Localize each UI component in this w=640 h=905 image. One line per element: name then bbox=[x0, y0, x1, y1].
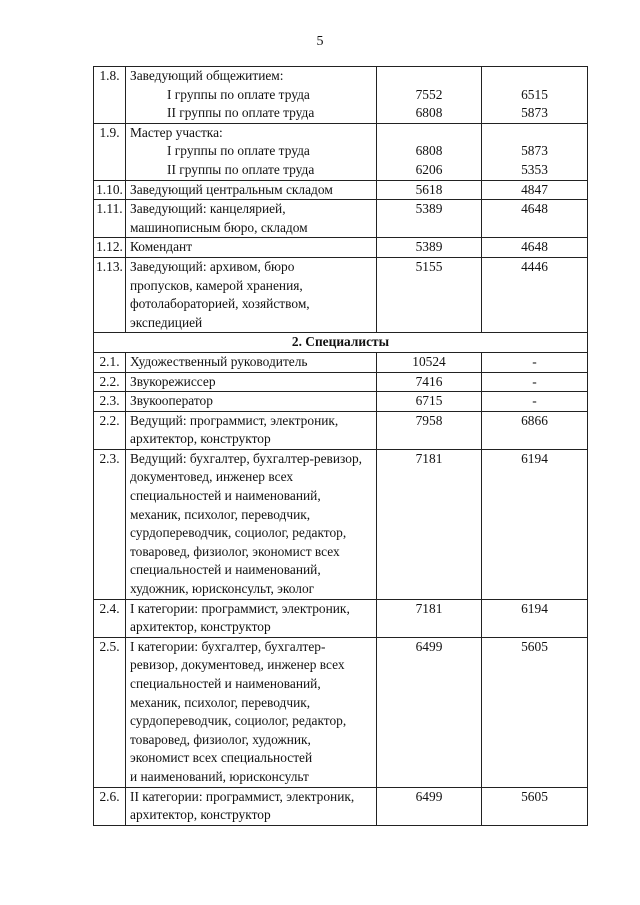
position-line: и наименований, юрисконсульт bbox=[130, 768, 309, 784]
position-line: Художественный руководитель bbox=[130, 353, 308, 369]
value-line: 5389 bbox=[415, 239, 443, 255]
position-line: сурдопереводчик, социолог, редактор, bbox=[130, 525, 347, 541]
position-line: Ведущий: бухгалтер, бухгалтер-ревизор, bbox=[130, 450, 362, 466]
row-number: 2.3. bbox=[94, 449, 126, 599]
position-title bbox=[126, 449, 377, 599]
salary-value-1 bbox=[377, 67, 482, 124]
value-line: 6515 bbox=[521, 86, 548, 102]
position-title bbox=[126, 372, 377, 392]
position-line: Заведующий: канцелярией, bbox=[130, 201, 286, 217]
page-number: 5 bbox=[316, 34, 324, 49]
row-number: 1.10. bbox=[94, 180, 126, 200]
position-title bbox=[126, 200, 377, 238]
value-line: 4648 bbox=[521, 239, 548, 255]
value-line: 6499 bbox=[415, 638, 443, 654]
position-line: пропусков, камерой хранения, bbox=[130, 277, 303, 293]
value-line bbox=[485, 124, 584, 143]
row-number: 1.8. bbox=[94, 67, 126, 124]
value-line: 7958 bbox=[415, 412, 443, 428]
position-line: Мастер участка: bbox=[130, 124, 223, 140]
position-title bbox=[126, 123, 377, 180]
position-title bbox=[126, 352, 377, 372]
position-title bbox=[126, 411, 377, 449]
position-line: Заведующий общежитием: bbox=[130, 68, 284, 83]
position-line: художник, юрисконсульт, эколог bbox=[130, 581, 315, 597]
row-number: 2.6. bbox=[94, 787, 126, 825]
position-title bbox=[126, 257, 377, 332]
row-number: 1.13. bbox=[94, 257, 126, 332]
pay-group-line: I группы по оплате труда bbox=[167, 86, 310, 102]
value-line: 5389 bbox=[415, 201, 443, 217]
position-line: специальностей и наименований, bbox=[130, 562, 321, 578]
table-row bbox=[94, 180, 588, 200]
position-line: механик, психолог, переводчик, bbox=[130, 506, 311, 522]
value-line bbox=[380, 124, 478, 143]
table-row bbox=[94, 123, 588, 180]
value-line: 5873 bbox=[521, 143, 548, 159]
value-line: 6866 bbox=[521, 412, 548, 428]
value-line: 7181 bbox=[415, 450, 443, 466]
pay-group-line: II группы по оплате труда bbox=[167, 105, 315, 121]
value-line: 6194 bbox=[521, 600, 548, 616]
salary-value-2 bbox=[482, 180, 588, 200]
table-row bbox=[94, 67, 588, 124]
salary-value-1 bbox=[377, 449, 482, 599]
value-line: - bbox=[532, 393, 537, 409]
row-number: 2.2. bbox=[94, 411, 126, 449]
value-line: 6808 bbox=[415, 105, 443, 121]
position-line: экспедицией bbox=[130, 314, 203, 330]
table-row bbox=[94, 200, 588, 238]
salary-value-1 bbox=[377, 411, 482, 449]
position-line: товаровед, физиолог, художник, bbox=[130, 731, 311, 747]
table-row bbox=[94, 637, 588, 787]
pay-group-line: II группы по оплате труда bbox=[167, 161, 315, 177]
value-line: - bbox=[532, 353, 537, 369]
salary-value-2 bbox=[482, 449, 588, 599]
position-line: документовед, инженер всех bbox=[130, 469, 294, 485]
position-line: Звукооператор bbox=[130, 393, 213, 409]
salary-value-2 bbox=[482, 352, 588, 372]
salary-value-2 bbox=[482, 411, 588, 449]
salary-value-1 bbox=[377, 637, 482, 787]
table-row bbox=[94, 372, 588, 392]
salary-value-2 bbox=[482, 637, 588, 787]
salary-value-1 bbox=[377, 392, 482, 412]
table-row bbox=[94, 238, 588, 258]
value-line: 5353 bbox=[521, 161, 548, 177]
value-line: 5605 bbox=[521, 788, 548, 804]
position-line: II категории: программист, электроник, bbox=[130, 788, 355, 804]
value-line: 6499 bbox=[415, 788, 443, 804]
position-line: Комендант bbox=[130, 239, 193, 255]
position-title bbox=[126, 392, 377, 412]
salary-value-1 bbox=[377, 787, 482, 825]
position-title bbox=[126, 180, 377, 200]
salary-value-1 bbox=[377, 180, 482, 200]
position-title bbox=[126, 238, 377, 258]
value-line: 6808 bbox=[415, 143, 443, 159]
position-line: Заведующий центральным складом bbox=[130, 181, 333, 197]
salary-value-1 bbox=[377, 238, 482, 258]
salary-value-1 bbox=[377, 123, 482, 180]
position-line: архитектор, конструктор bbox=[130, 619, 271, 635]
table-row bbox=[94, 257, 588, 332]
position-title bbox=[126, 67, 377, 124]
value-line: 7552 bbox=[415, 86, 443, 102]
position-line: сурдопереводчик, социолог, редактор, bbox=[130, 713, 347, 729]
position-line: Заведующий: архивом, бюро bbox=[130, 258, 295, 274]
value-line: 6194 bbox=[521, 450, 548, 466]
position-line: Ведущий: программист, электроник, bbox=[130, 412, 339, 428]
table-row bbox=[94, 599, 588, 637]
value-line: 6715 bbox=[415, 393, 443, 409]
salary-value-1 bbox=[377, 200, 482, 238]
position-line: I категории: бухгалтер, бухгалтер- bbox=[130, 638, 326, 654]
position-line: механик, психолог, переводчик, bbox=[130, 694, 311, 710]
salary-value-2 bbox=[482, 392, 588, 412]
salary-value-1 bbox=[377, 599, 482, 637]
position-line: ревизор, документовед, инженер всех bbox=[130, 657, 345, 673]
value-line: 7181 bbox=[415, 600, 443, 616]
value-line: 7416 bbox=[415, 373, 443, 389]
value-line: 5155 bbox=[415, 258, 443, 274]
value-line bbox=[380, 67, 478, 86]
row-number: 1.11. bbox=[94, 200, 126, 238]
salary-value-2 bbox=[482, 238, 588, 258]
value-line: 5618 bbox=[415, 181, 443, 197]
position-line: специальностей и наименований, bbox=[130, 676, 321, 691]
salary-value-1 bbox=[377, 257, 482, 332]
salary-value-2 bbox=[482, 787, 588, 825]
position-title bbox=[126, 599, 377, 637]
row-number: 2.5. bbox=[94, 637, 126, 787]
salary-value-1 bbox=[377, 372, 482, 392]
position-line: товаровед, физиолог, экономист всех bbox=[130, 543, 340, 559]
position-title bbox=[126, 787, 377, 825]
position-line: I категории: программист, электроник, bbox=[130, 600, 350, 616]
value-line: - bbox=[532, 373, 537, 389]
table-row bbox=[94, 449, 588, 599]
table-row bbox=[94, 787, 588, 825]
section-title: 2. Специалисты bbox=[94, 333, 588, 353]
row-number: 1.9. bbox=[94, 123, 126, 180]
pay-group-line: I группы по оплате труда bbox=[167, 143, 310, 159]
position-line: специальностей и наименований, bbox=[130, 488, 321, 504]
value-line: 4847 bbox=[521, 181, 548, 197]
salary-value-2 bbox=[482, 123, 588, 180]
row-number: 1.12. bbox=[94, 238, 126, 258]
table-row bbox=[94, 411, 588, 449]
value-line: 5605 bbox=[521, 638, 548, 654]
salary-value-2 bbox=[482, 200, 588, 238]
value-line: 4648 bbox=[521, 201, 548, 217]
row-number: 2.3. bbox=[94, 392, 126, 412]
row-number: 2.2. bbox=[94, 372, 126, 392]
salary-value-1 bbox=[377, 352, 482, 372]
row-number: 2.1. bbox=[94, 352, 126, 372]
value-line: 6206 bbox=[415, 161, 443, 177]
position-line: Звукорежиссер bbox=[130, 373, 216, 389]
position-line: фотолабораторией, хозяйством, bbox=[130, 296, 310, 312]
value-line: 4446 bbox=[521, 258, 548, 274]
value-line bbox=[485, 67, 584, 86]
row-number: 2.4. bbox=[94, 599, 126, 637]
salary-value-2 bbox=[482, 372, 588, 392]
section-header-row bbox=[94, 333, 588, 353]
table-row bbox=[94, 352, 588, 372]
salary-table bbox=[93, 66, 588, 826]
value-line: 5873 bbox=[521, 105, 548, 121]
salary-value-2 bbox=[482, 257, 588, 332]
position-line: экономист всех специальностей bbox=[130, 750, 313, 766]
position-line: архитектор, конструктор bbox=[130, 431, 271, 447]
salary-value-2 bbox=[482, 67, 588, 124]
salary-value-2 bbox=[482, 599, 588, 637]
position-title bbox=[126, 637, 377, 787]
position-line: машинописным бюро, складом bbox=[130, 219, 308, 235]
position-line: архитектор, конструктор bbox=[130, 807, 271, 823]
table-row bbox=[94, 392, 588, 412]
value-line: 10524 bbox=[412, 353, 446, 369]
